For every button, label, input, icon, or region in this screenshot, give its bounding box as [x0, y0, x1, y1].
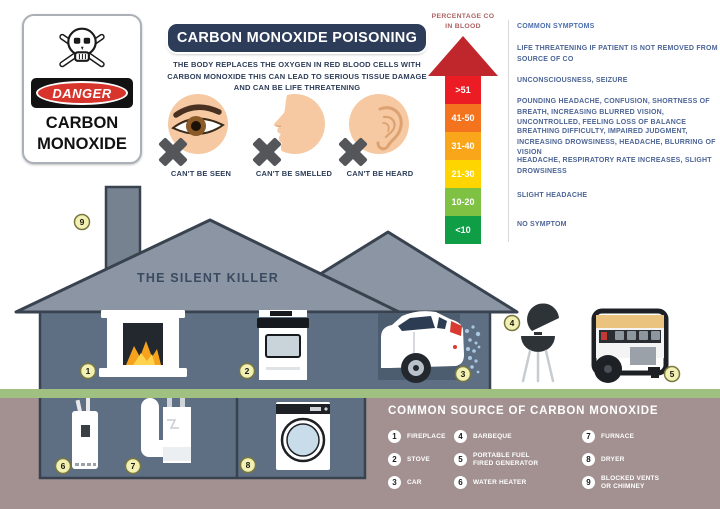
source-badge-9: [75, 215, 90, 230]
stove: [257, 310, 309, 380]
danger-word: DANGER: [52, 85, 112, 101]
cant-hear-x-icon: [335, 134, 371, 170]
source-badge-4: [505, 316, 520, 331]
source-badge-5: [665, 367, 680, 382]
level-label: 41-50: [451, 113, 475, 123]
page-title: CARBON MONOXIDE POISONING: [168, 24, 426, 52]
legend-num: 5: [454, 453, 467, 466]
symptom-item: HEADACHE, RESPIRATORY RATE INCREASES, SLIGHT DROWSINESS: [517, 157, 712, 175]
symptom-item: NO SYMPTOM: [517, 221, 567, 228]
level-label: 21-30: [451, 169, 475, 179]
level-label: <10: [455, 225, 471, 235]
sense-label-seen: CAN'T BE SEEN: [170, 169, 232, 178]
source-badge-2: [240, 364, 255, 379]
svg-text:2: 2: [244, 366, 250, 376]
source-badge-6: [56, 459, 71, 474]
svg-text:1: 1: [85, 366, 91, 376]
svg-text:4: 4: [509, 318, 515, 328]
level-label: >51: [455, 85, 471, 95]
legend-item-stove: 2 STOVE: [388, 448, 454, 471]
sources-legend: [368, 398, 720, 509]
legend-num: 7: [582, 430, 595, 443]
source-badge-1: [81, 364, 96, 379]
fireplace: [99, 310, 187, 377]
symptom-item: SLIGHT HEADACHE: [517, 192, 588, 199]
symptom-item: UNCONSCIOUSNESS, SEIZURE: [517, 77, 628, 84]
legend-num: 6: [454, 476, 467, 489]
symptoms-header: COMMON SYMPTOMS: [517, 23, 595, 30]
legend-num: 3: [388, 476, 401, 489]
legend-item-barbeque: 4 BARBEQUE: [454, 425, 582, 448]
source-badge-3: [456, 367, 471, 382]
furnace: [141, 398, 191, 463]
source-badge-8: [241, 458, 256, 473]
sources-legend-title: COMMON SOURCE OF CARBON MONOXIDE: [388, 405, 659, 417]
svg-text:5: 5: [669, 369, 675, 379]
sense-label-heard: CAN'T BE HEARD: [346, 169, 414, 178]
symptom-item: POUNDING HEADACHE, CONFUSION, SHORTNESS OF BREATH, INCREASING BLURRED VISION, UNCONTROLLED, FEELING LOSS OF BALANCE: [517, 98, 710, 126]
co-scale-title: PERCENTAGE CO IN BLOOD: [431, 13, 495, 30]
legend-num: 9: [582, 476, 595, 489]
danger-banner: [31, 78, 133, 108]
source-badge-7: [126, 459, 141, 474]
svg-text:3: 3: [460, 369, 466, 379]
legend-item-dryer: 8 DRYER: [582, 448, 712, 471]
danger-sign: [22, 14, 142, 164]
symptom-item: LIFE THREATENING IF PATIENT IS NOT REMOVED FROM SOURCE OF CO: [517, 45, 718, 63]
legend-item-fireplace: 1 FIREPLACE: [388, 425, 454, 448]
house-caption: THE SILENT KILLER: [137, 271, 279, 285]
symptom-item: BREATHING DIFFICULTY, IMPAIRED JUDGMENT, INCREASING DROWSINESS, HEADACHE, BLURRING OF VISION: [517, 128, 716, 156]
legend-num: 4: [454, 430, 467, 443]
level-label: 10-20: [451, 197, 475, 207]
legend-num: 2: [388, 453, 401, 466]
svg-text:6: 6: [60, 461, 66, 471]
legend-item-blocked-vents: 9 BLOCKED VENTS OR CHIMNEY: [582, 471, 712, 494]
cant-see-x-icon: [155, 134, 191, 170]
generator: [594, 311, 666, 383]
grass: [0, 389, 720, 398]
legend-item-water-heater: 6 WATER HEATER: [454, 471, 582, 494]
svg-text:9: 9: [79, 217, 85, 227]
svg-text:8: 8: [245, 460, 251, 470]
legend-num: 1: [388, 430, 401, 443]
dryer: [276, 402, 330, 470]
barbeque: [521, 303, 559, 381]
legend-item-furnace: 7 FURNACE: [582, 425, 712, 448]
legend-item-generator: 5 PORTABLE FUEL FIRED GENERATOR: [454, 448, 582, 471]
legend-item-car: 3 CAR: [388, 471, 454, 494]
danger-oval: [36, 81, 128, 105]
intro-text: THE BODY REPLACES THE OXYGEN IN RED BLOOD CELLS WITH CARBON MONOXIDE THIS CAN LEAD TO SERIOUS TISSUE DAMAGE AND CAN BE LIFE THREATENING: [167, 60, 427, 93]
sense-label-smelled: CAN'T BE SMELLED: [255, 169, 333, 178]
legend-num: 8: [582, 453, 595, 466]
svg-text:7: 7: [130, 461, 136, 471]
danger-sign-text: CARBON MONOXIDE: [37, 114, 127, 153]
skull-crossbones-icon: [52, 20, 112, 76]
level-label: 31-40: [451, 141, 475, 151]
cant-smell-x-icon: [249, 134, 285, 170]
